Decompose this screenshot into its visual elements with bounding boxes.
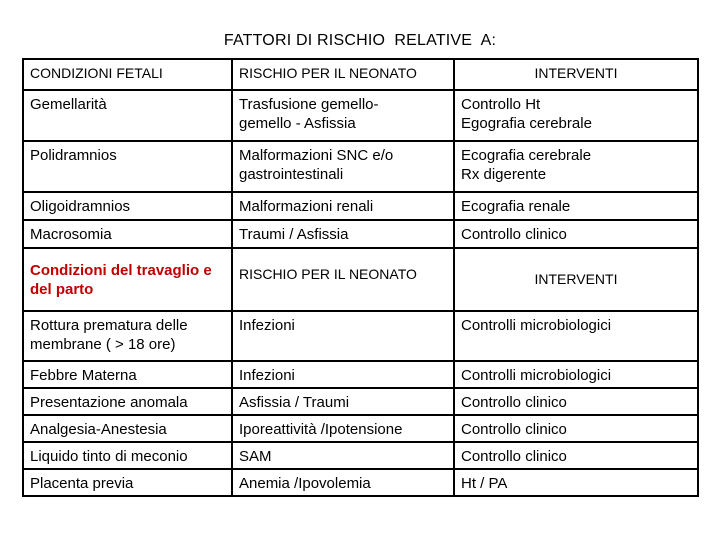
risk-cell <box>232 311 454 361</box>
table-row <box>23 311 698 361</box>
section1-header-row <box>23 59 698 90</box>
interventions-cell <box>454 90 698 141</box>
interventions-cell <box>454 442 698 469</box>
cell-text: Rx digerente <box>461 166 547 183</box>
interventions-cell <box>454 141 698 192</box>
header-interventions-2: INTERVENTI <box>454 248 698 311</box>
table-row <box>23 90 698 141</box>
header-fetal-conditions: CONDIZIONI FETALI <box>23 59 232 90</box>
cell-text: Rottura prematura delle <box>30 317 188 334</box>
header-labor-conditions <box>23 248 232 311</box>
header-interventions: INTERVENTI <box>454 59 698 90</box>
risk-cell <box>232 442 454 469</box>
cell-text: Anemia /Ipovolemia <box>239 475 371 492</box>
risk-cell <box>232 192 454 220</box>
risk-factors-table <box>22 58 699 497</box>
interventions-cell <box>454 220 698 248</box>
cell-text: Analgesia-Anestesia <box>30 421 167 438</box>
cell-text: Iporeattività /Ipotensione <box>239 421 403 438</box>
table-row <box>23 415 698 442</box>
cell-text: Egografia cerebrale <box>461 115 592 132</box>
cell-text: Malformazioni SNC e/o <box>239 147 394 164</box>
risk-cell <box>232 220 454 248</box>
cell-text: Presentazione anomala <box>30 394 188 411</box>
interventions-cell <box>454 388 698 415</box>
cell-text: Gemellarità <box>30 96 107 113</box>
header-newborn-risk: RISCHIO PER IL NEONATO <box>232 59 454 90</box>
risk-cell <box>232 388 454 415</box>
table-row <box>23 442 698 469</box>
cell-text: Controllo clinico <box>461 394 567 411</box>
interventions-cell <box>454 361 698 388</box>
cell-text: Macrosomia <box>30 226 112 243</box>
header-newborn-risk-2: RISCHIO PER IL NEONATO <box>232 248 454 311</box>
cell-text: Ht / PA <box>461 475 508 492</box>
cell-text: Controlli microbiologici <box>461 317 612 334</box>
cell-text: Ecografia renale <box>461 198 571 215</box>
cell-text: Placenta previa <box>30 475 134 492</box>
cell-text: Trasfusione gemello- <box>239 96 379 113</box>
condition-cell <box>23 90 232 141</box>
cell-text: gemello - Asfissia <box>239 115 356 132</box>
risk-cell <box>232 90 454 141</box>
cell-text: Oligoidramnios <box>30 198 131 215</box>
cell-text: membrane ( > 18 ore) <box>30 336 176 353</box>
cell-text: Controlli microbiologici <box>461 367 612 384</box>
table-row <box>23 192 698 220</box>
condition-cell <box>23 442 232 469</box>
cell-text: Ecografia cerebrale <box>461 147 592 164</box>
condition-cell <box>23 141 232 192</box>
cell-text: Infezioni <box>239 367 295 384</box>
table-row <box>23 361 698 388</box>
header-labor-conditions-text: Condizioni del travaglio e del parto <box>30 261 212 298</box>
interventions-cell <box>454 192 698 220</box>
cell-text: Controllo clinico <box>461 226 567 243</box>
condition-cell <box>23 192 232 220</box>
condition-cell <box>23 469 232 496</box>
condition-cell <box>23 415 232 442</box>
cell-text: Controllo clinico <box>461 448 567 465</box>
cell-text: gastrointestinali <box>239 166 344 183</box>
interventions-cell <box>454 311 698 361</box>
cell-text: Liquido tinto di meconio <box>30 448 188 465</box>
table-row <box>23 388 698 415</box>
table-row <box>23 141 698 192</box>
table-row <box>23 220 698 248</box>
cell-text: Controllo clinico <box>461 421 567 438</box>
cell-text: Malformazioni renali <box>239 198 374 215</box>
cell-text: Traumi / Asfissia <box>239 226 349 243</box>
cell-text: Asfissia / Traumi <box>239 394 350 411</box>
interventions-cell <box>454 469 698 496</box>
condition-cell <box>23 311 232 361</box>
condition-cell <box>23 220 232 248</box>
cell-text: Controllo Ht <box>461 96 541 113</box>
condition-cell <box>23 361 232 388</box>
cell-text: Infezioni <box>239 317 295 334</box>
risk-cell <box>232 361 454 388</box>
condition-cell <box>23 388 232 415</box>
section2-header-row <box>23 248 698 311</box>
page-title: FATTORI DI RISCHIO RELATIVE A: <box>223 32 497 49</box>
risk-cell <box>232 415 454 442</box>
risk-cell <box>232 141 454 192</box>
interventions-cell <box>454 415 698 442</box>
cell-text: Febbre Materna <box>30 367 137 384</box>
risk-cell <box>232 469 454 496</box>
cell-text: SAM <box>239 448 272 465</box>
table-row <box>23 469 698 496</box>
cell-text: Polidramnios <box>30 147 117 164</box>
